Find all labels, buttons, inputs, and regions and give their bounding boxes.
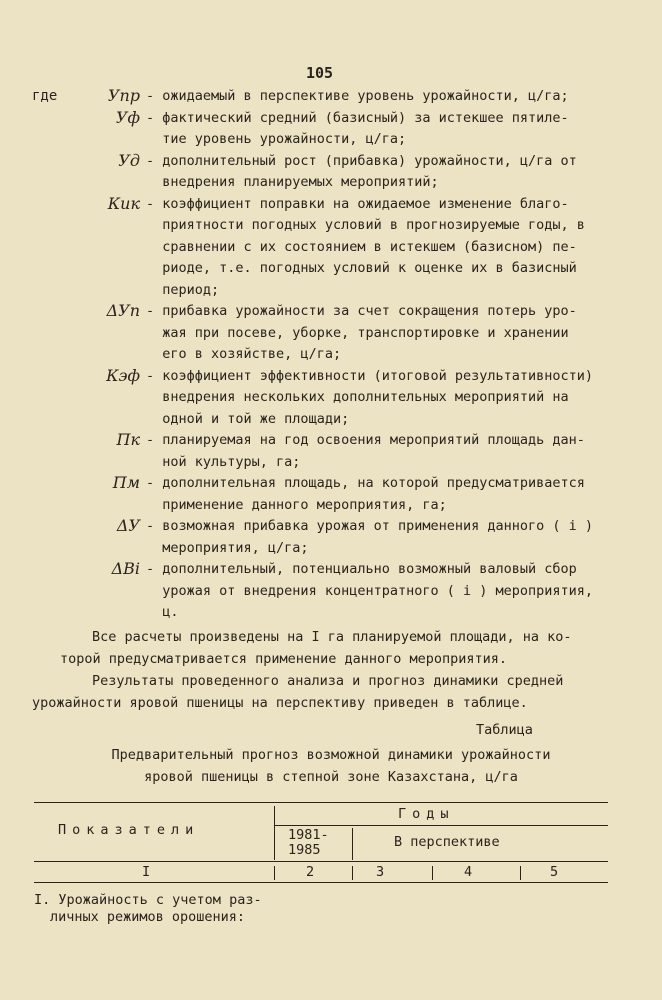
definition-text: - дополнительная площадь, на которой предусматривается применение данного мероприятия, га; xyxy=(146,475,585,513)
table-header-future: В перспективе xyxy=(394,834,500,850)
table-col-number: I xyxy=(142,864,151,880)
table-vertical-rule xyxy=(274,806,275,860)
table-vertical-rule xyxy=(432,866,433,880)
page-number: 105 xyxy=(306,64,334,82)
table-row-label: личных режимов орошения: xyxy=(50,909,246,925)
table-vertical-rule xyxy=(520,866,521,880)
definition-symbol: Кик xyxy=(107,193,140,213)
definition-item xyxy=(0,559,662,624)
table-caption-line-1: Предварительный прогноз возможной динамики урожайности xyxy=(111,747,551,763)
definition-text: - фактический средний (базисный) за истекшее пятиле- тие уровень урожайности, ц/га; xyxy=(146,109,569,147)
definition-symbol: Кэф xyxy=(106,365,140,385)
definition-text: - прибавка урожайности за счет сокращения потерь уро- жая при посеве, уборке, транспортировке и хранении его в хозяйстве, ц/га; xyxy=(146,303,577,362)
definition-symbol: Уф xyxy=(115,107,140,127)
definition-item xyxy=(0,516,662,559)
table-vertical-rule xyxy=(352,866,353,880)
paragraph-results: Результаты проведенного анализа и прогноз динамики средней урожайности яровой пшеницы на перспективу приведен в таблице. xyxy=(32,673,564,711)
definition-text: - коэффициент эффективности (итоговой результативности) внедрения нескольких дополнительных мероприятий на одной и той же площади; xyxy=(146,367,594,427)
definition-symbol: Пм xyxy=(112,473,140,492)
definition-item xyxy=(0,366,662,431)
definition-item xyxy=(0,430,662,473)
definition-item xyxy=(0,86,662,108)
table-header-indicators: Показатели xyxy=(58,822,200,838)
table-numbers-rule xyxy=(34,882,608,883)
table-years-rule xyxy=(274,825,608,826)
definition-item xyxy=(0,194,662,302)
table-col-number: 5 xyxy=(550,864,559,880)
definition-item xyxy=(0,301,662,366)
definition-text: - ожидаемый в перспективе уровень урожайности, ц/га; xyxy=(146,88,569,104)
definition-symbol: ΔВi xyxy=(111,559,140,578)
table-col-number: 2 xyxy=(306,864,315,880)
definition-text: - возможная прибавка урожая от применения данного ( i ) мероприятия, ц/га; xyxy=(146,518,594,556)
definition-text: - планируемая на год освоения мероприятий площадь дан- ной культуры, га; xyxy=(146,432,585,470)
table-col-number: 4 xyxy=(464,864,473,880)
definition-symbol: ΔУ xyxy=(116,516,140,535)
table-header-period-end: 1985 xyxy=(288,842,321,858)
table-top-rule xyxy=(34,802,608,803)
table-header-years: Годы xyxy=(398,806,455,822)
table-label: Таблица xyxy=(476,722,533,738)
definition-symbol: Упр xyxy=(107,86,140,105)
table-vertical-rule xyxy=(274,866,275,880)
table-header-rule xyxy=(34,861,608,862)
definition-text: - дополнительный, потенциально возможный валовый сбор урожая от внедрения концентратного ( i ) мероприятия, ц. xyxy=(146,561,594,620)
paragraph-calculations: Все расчеты произведены на I га планируемой площади, на ко- торой предусматривается применение данного мероприятия. xyxy=(60,629,572,667)
definition-symbol: Уд xyxy=(118,150,140,170)
where-label: где xyxy=(32,88,58,104)
definition-item xyxy=(0,108,662,151)
definition-text: - коэффициент поправки на ожидаемое изменение благо- приятности погодных условий в прогнозируемые годы, в сравнении с их состоянием в истекшем (базисном) пе- риоде, т.е. погодных условий к оценке их в базисный период; xyxy=(146,195,585,298)
table-row-label: I. Урожайность с учетом раз- xyxy=(34,892,262,908)
definition-item xyxy=(0,151,662,194)
table-vertical-rule xyxy=(352,828,353,860)
definition-item xyxy=(0,473,662,516)
definition-symbol: ΔУп xyxy=(106,301,140,320)
definition-text: - дополнительный рост (прибавка) урожайности, ц/га от внедрения планируемых мероприятий; xyxy=(146,152,577,190)
table-caption-line-2: яровой пшеницы в степной зоне Казахстана, ц/га xyxy=(144,769,518,785)
table-header-period-start: 1981- xyxy=(288,827,329,843)
table-col-number: 3 xyxy=(376,864,385,880)
definition-symbol: Пк xyxy=(116,430,140,449)
definitions-list xyxy=(0,86,662,624)
